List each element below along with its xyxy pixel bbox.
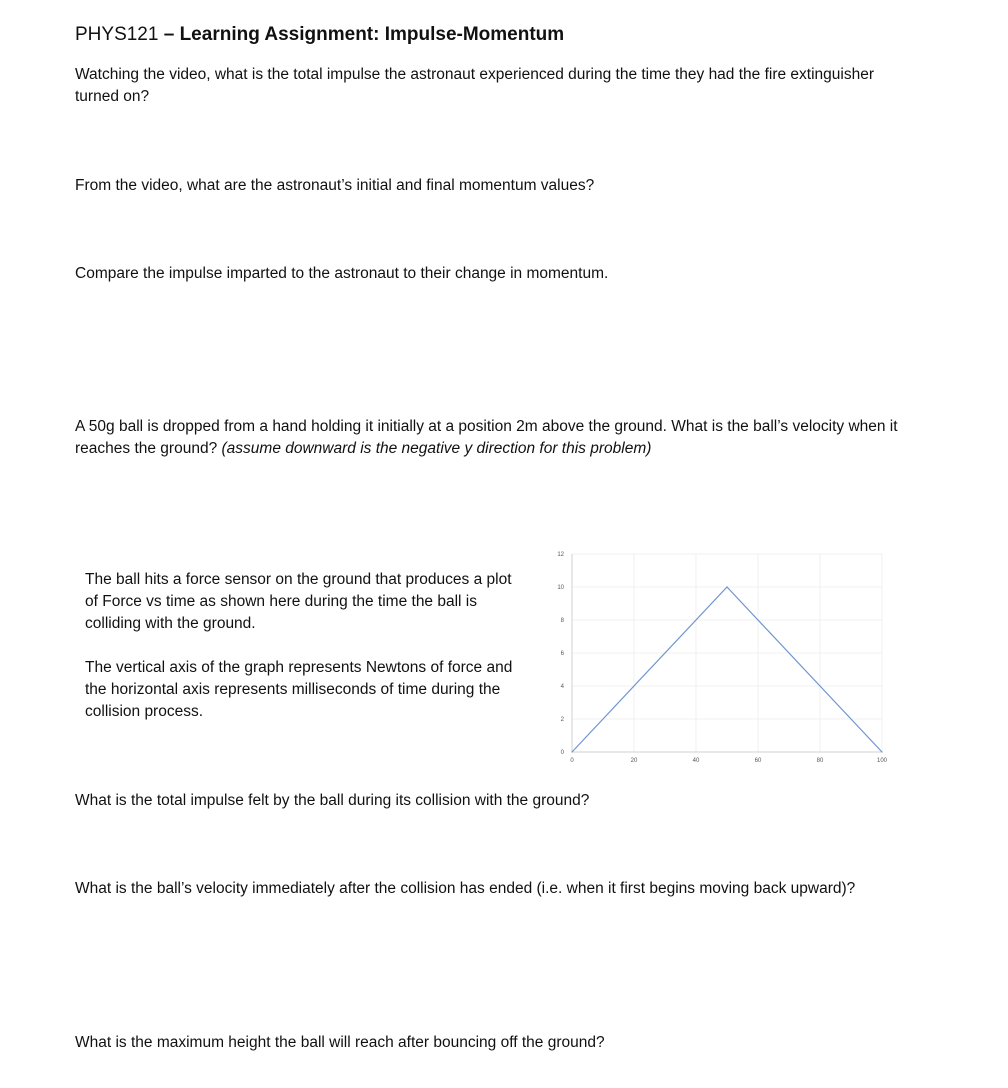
- question-3: Compare the impulse imparted to the astronaut to their change in momentum.: [75, 265, 609, 282]
- y-tick-label: 6: [560, 651, 564, 657]
- x-tick-label: 40: [692, 758, 700, 764]
- x-tick-label: 0: [570, 758, 574, 764]
- page-title: [75, 22, 564, 48]
- y-tick-label: 2: [560, 717, 564, 723]
- force-time-chart: [552, 548, 886, 768]
- force-data-point: [726, 586, 727, 587]
- force-data-point: [881, 751, 882, 752]
- force-data-point: [571, 751, 572, 752]
- assignment-title: – Learning Assignment: Impulse-Momentum: [163, 24, 565, 45]
- question-4-text: A 50g ball is dropped from a hand holding it initially at a position 2m above the ground. What is the ball’s velocity when it reaches the ground?: [75, 418, 898, 457]
- question-4-note: (assume downward is the negative y direction for this problem): [221, 440, 652, 457]
- x-tick-label: 60: [754, 758, 762, 764]
- course-code: PHYS121: [75, 24, 159, 45]
- graph-description-1: The ball hits a force sensor on the ground that produces a plot of Force vs time as shown here during the time the ball is colliding with the ground.: [85, 571, 512, 632]
- question-4: [75, 416, 935, 460]
- x-tick-label: 80: [816, 758, 824, 764]
- question-6: What is the ball’s velocity immediately after the collision has ended (i.e. when it first begins moving back upward)?: [75, 880, 856, 897]
- graph-description-2: The vertical axis of the graph represents Newtons of force and the horizontal axis represents milliseconds of time during the collision process.: [85, 659, 513, 720]
- y-tick-label: 8: [560, 618, 564, 624]
- y-tick-label: 12: [557, 552, 564, 558]
- question-2: From the video, what are the astronaut’s initial and final momentum values?: [75, 177, 595, 194]
- force-series-line: [572, 587, 882, 752]
- x-tick-label: 20: [630, 758, 638, 764]
- question-5: What is the total impulse felt by the ball during its collision with the ground?: [75, 792, 590, 809]
- question-1: Watching the video, what is the total impulse the astronaut experienced during the time they had the fire extinguisher turned on?: [75, 66, 874, 105]
- x-tick-label: 100: [876, 758, 888, 764]
- question-7: What is the maximum height the ball will reach after bouncing off the ground?: [75, 1034, 605, 1051]
- y-tick-label: 4: [560, 684, 564, 690]
- y-tick-label: 10: [557, 585, 564, 591]
- y-tick-label: 0: [560, 750, 564, 756]
